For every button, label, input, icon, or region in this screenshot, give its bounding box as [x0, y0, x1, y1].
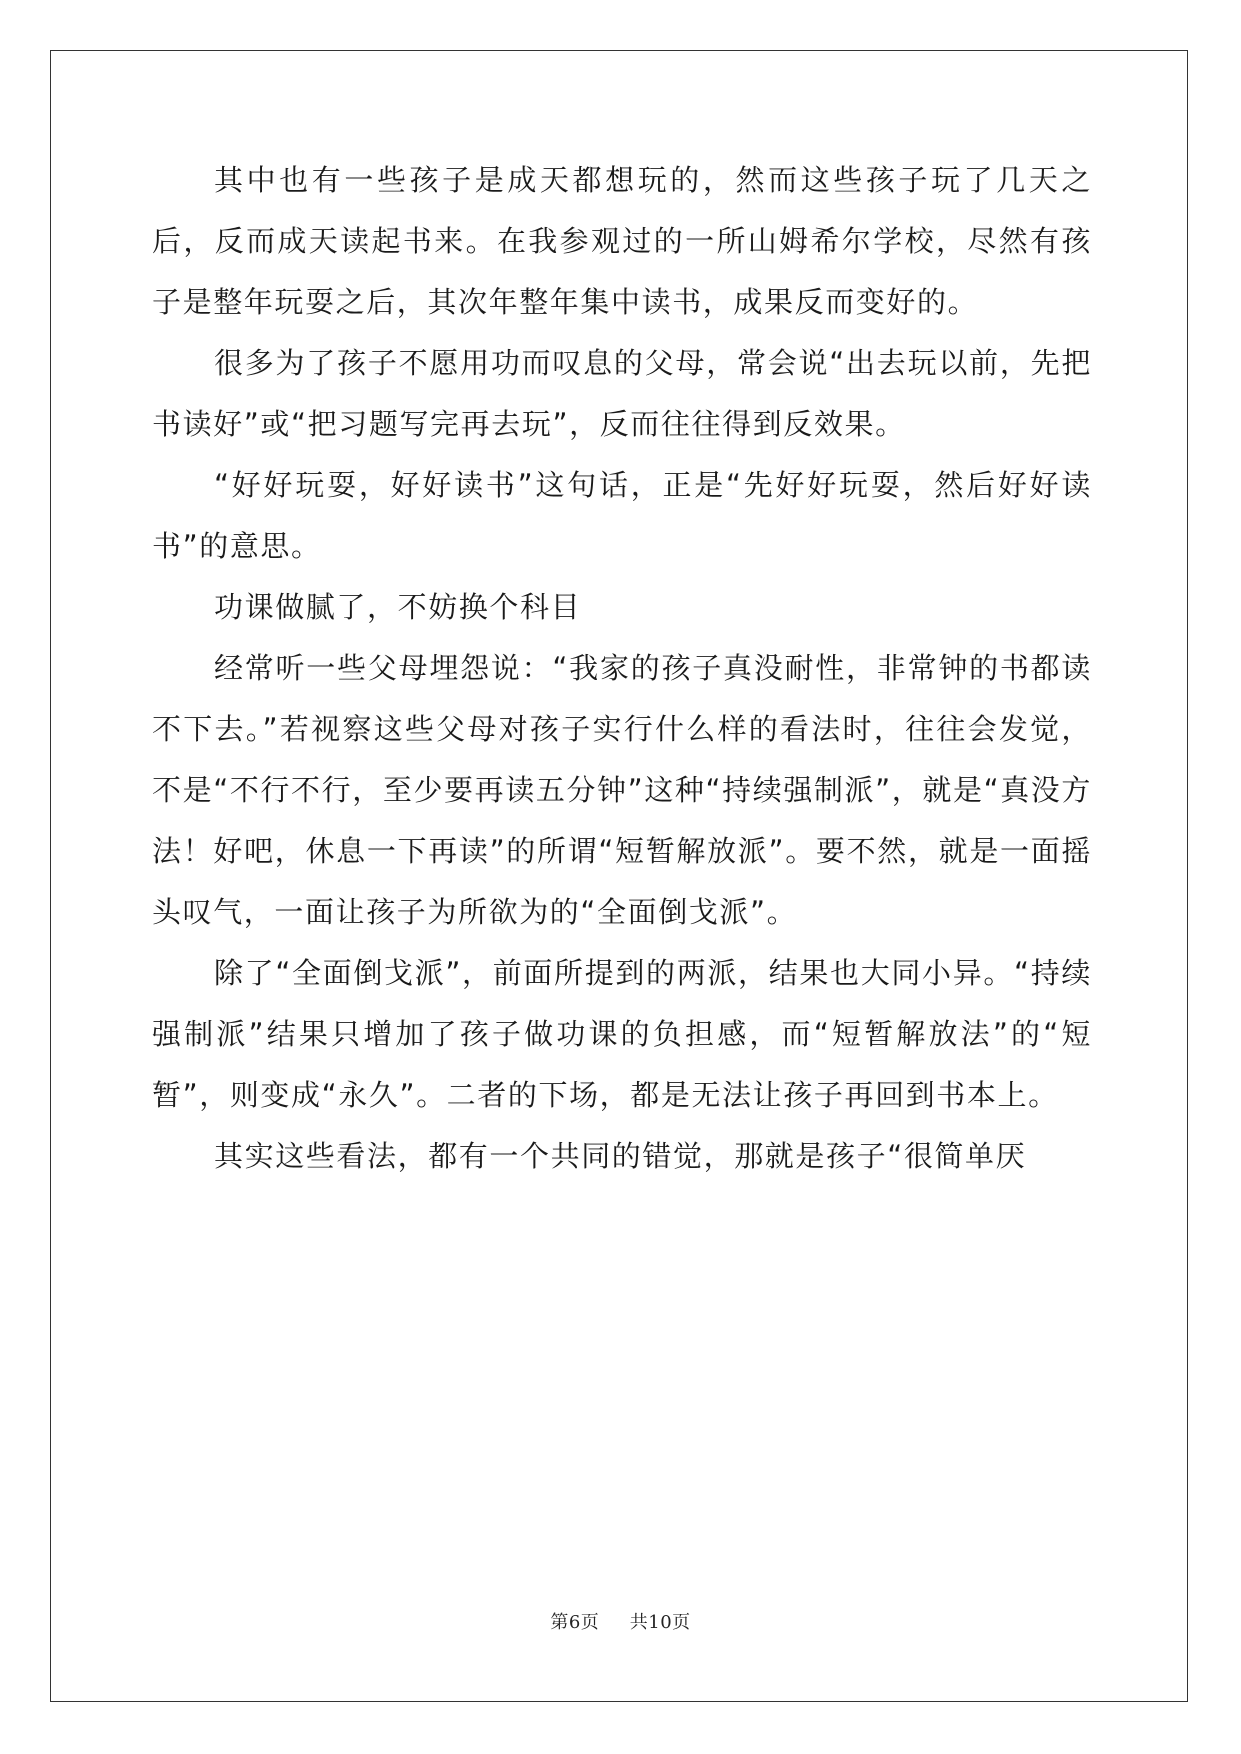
page-footer: [0, 1608, 1241, 1634]
page-number: 第6页: [550, 1612, 600, 1633]
section-heading: 功课做腻了，不妨换个科目: [214, 590, 582, 624]
paragraph: “好好玩耍，好好读书”这句话，正是“先好好玩耍，然后好好读书”的意思。: [152, 468, 1092, 563]
total-pages: 共10页: [629, 1612, 691, 1633]
paragraph: 其实这些看法，都有一个共同的错觉，那就是孩子“很简单厌: [214, 1139, 1027, 1173]
paragraph: 其中也有一些孩子是成天都想玩的，然而这些孩子玩了几天之后，反而成天读起书来。在我参观过的一所山姆希尔学校，尽然有孩子是整年玩耍之后，其次年整年集中读书，成果反而变好的。: [152, 163, 1092, 319]
paragraph: 很多为了孩子不愿用功而叹息的父母，常会说“出去玩以前，先把书读好”或“把习题写完再去玩”，反而往往得到反效果。: [152, 346, 1092, 441]
document-body: [152, 150, 1092, 1187]
paragraph: 除了“全面倒戈派”，前面所提到的两派，结果也大同小异。“持续强制派”结果只增加了孩子做功课的负担感，而“短暂解放法”的“短暂”，则变成“永久”。二者的下场，都是无法让孩子再回到书本上。: [152, 956, 1092, 1112]
paragraph: 经常听一些父母埋怨说：“我家的孩子真没耐性，非常钟的书都读不下去。”若视察这些父母对孩子实行什么样的看法时，往往会发觉，不是“不行不行，至少要再读五分钟”这种“持续强制派”，就是“真没方法！好吧，休息一下再读”的所谓“短暂解放派”。要不然，就是一面摇头叹气，一面让孩子为所欲为的“全面倒戈派”。: [152, 651, 1092, 929]
